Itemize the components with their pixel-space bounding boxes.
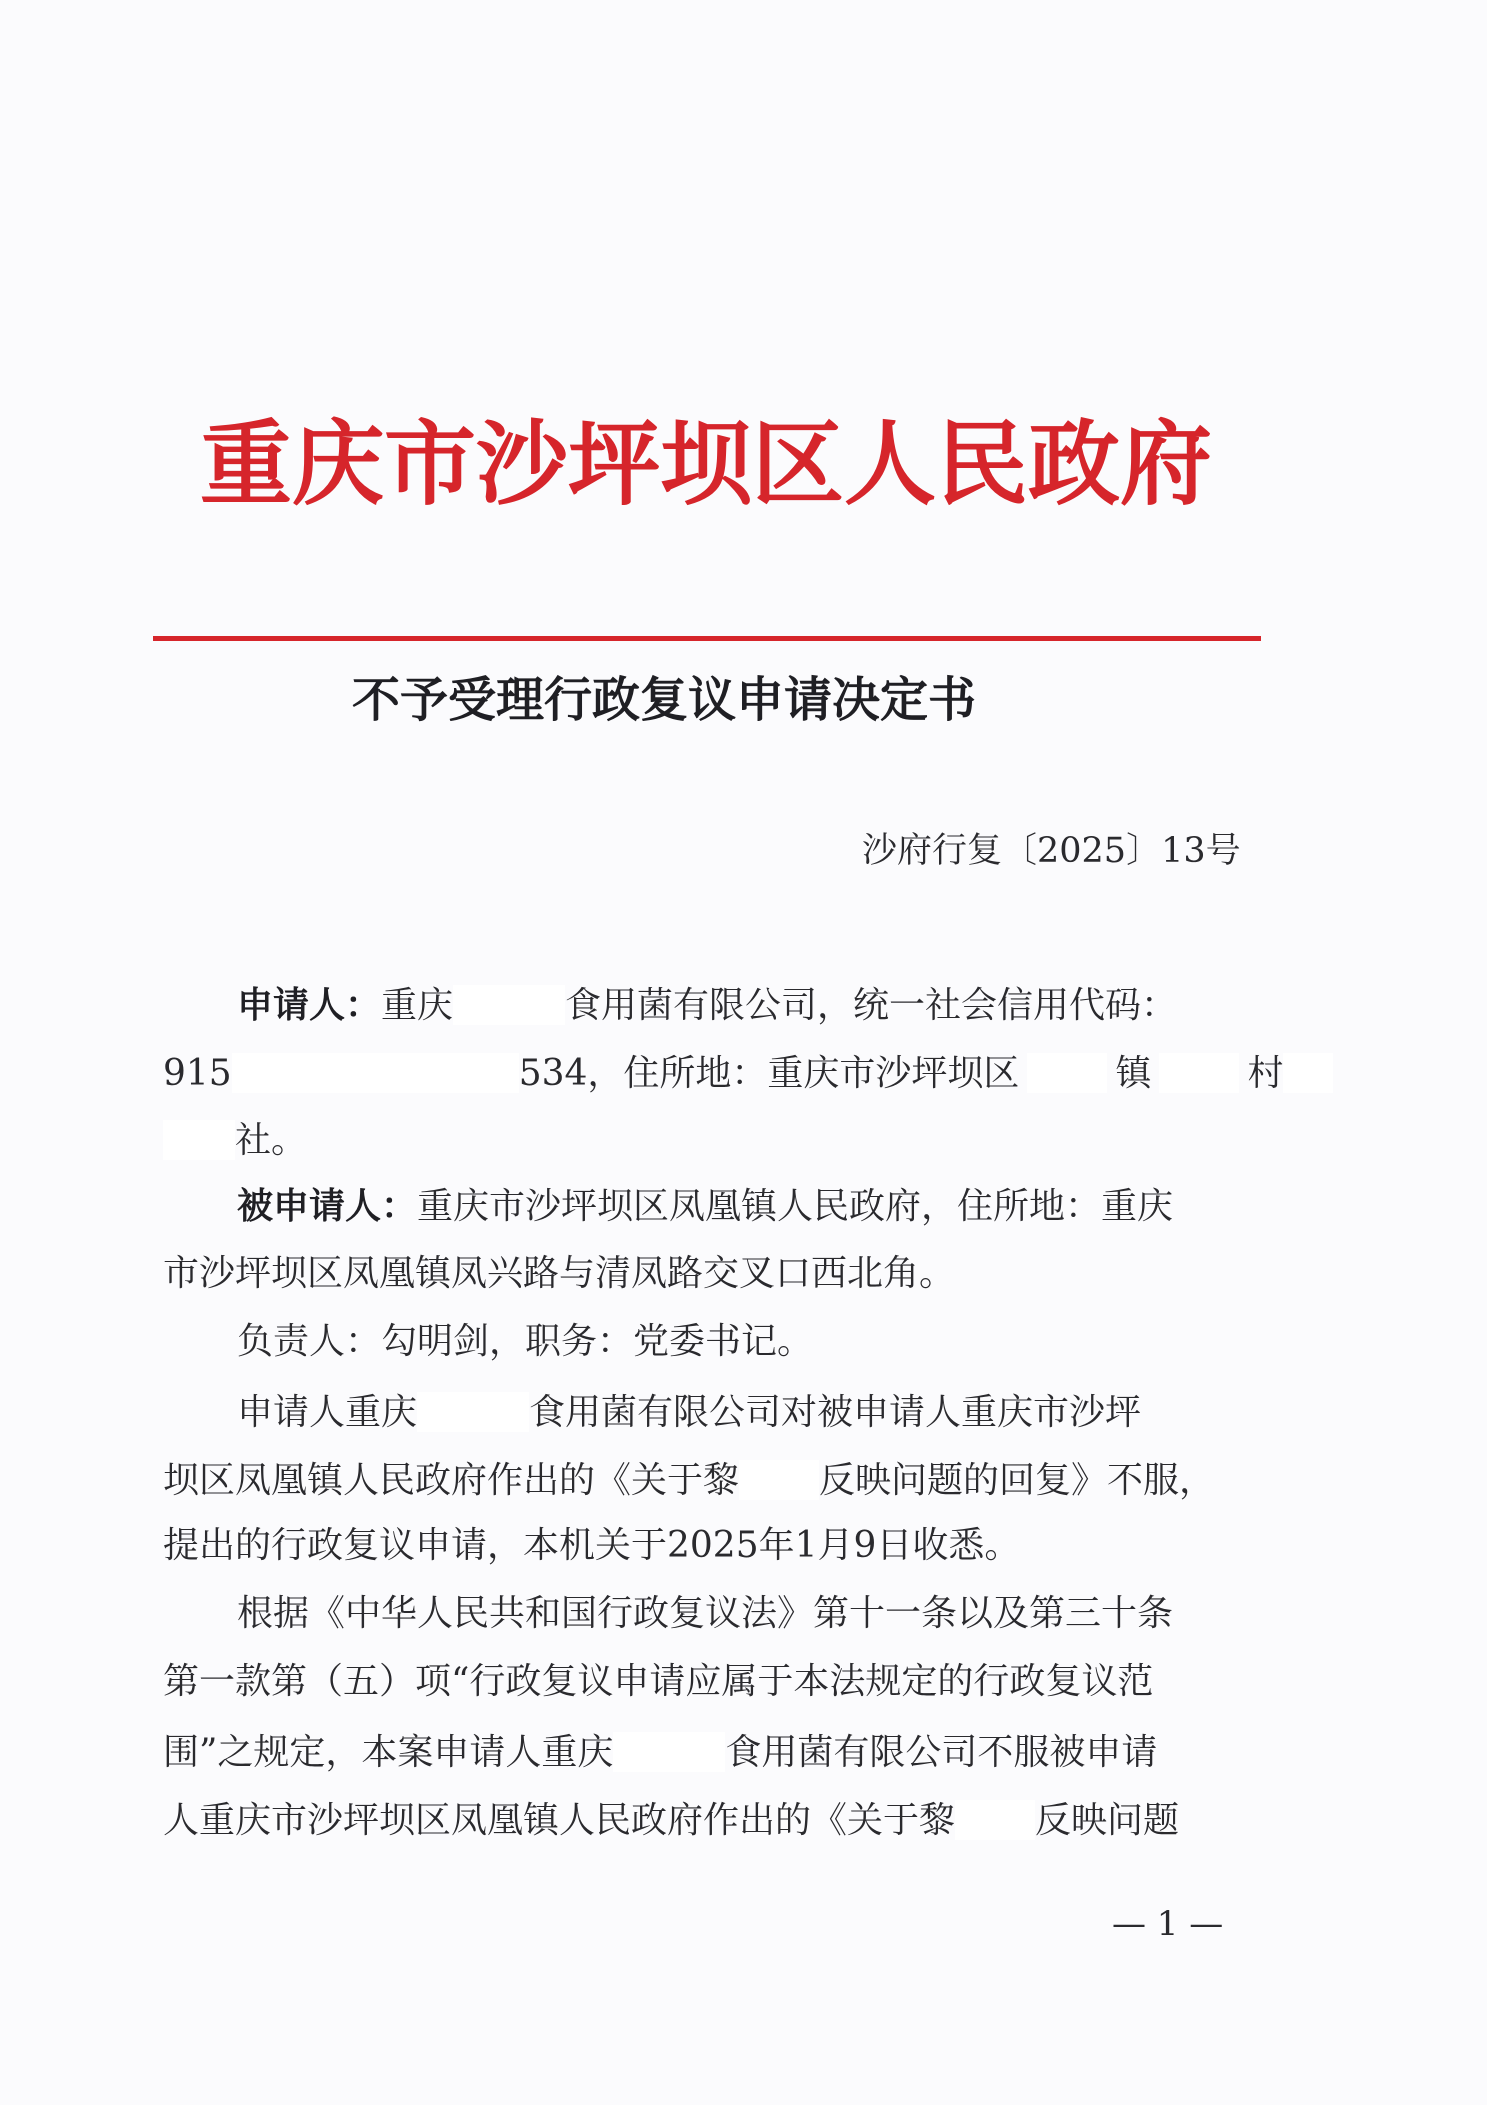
- redaction-block: [163, 1120, 235, 1160]
- respondent-label: 被申请人：: [237, 1185, 418, 1227]
- red-divider: [153, 636, 1261, 641]
- paragraph-2-line-2: 第一款第（五）项“行政复议申请应属于本法规定的行政复议范: [163, 1661, 1154, 1702]
- issuer-header: 重庆市沙坪坝区人民政府: [200, 410, 1213, 518]
- document-title: 不予受理行政复议申请决定书: [352, 672, 977, 728]
- redaction-block: [417, 1392, 529, 1432]
- redaction-block: [232, 1053, 519, 1093]
- redaction-block: [1283, 1053, 1333, 1093]
- applicant-line-1: 申请人：重庆 食用菌有限公司，统一社会信用代码：: [237, 984, 1178, 1026]
- page-number: — 1 —: [1112, 1904, 1224, 1944]
- applicant-line-2: 915 534，住所地：重庆市沙坪坝区 镇 村: [163, 1053, 1333, 1093]
- paragraph-2-line-3: 围”之规定，本案申请人重庆 食用菌有限公司不服被申请: [163, 1732, 1158, 1773]
- redaction-block: [1159, 1053, 1239, 1093]
- applicant-line-3: 社。: [163, 1120, 307, 1160]
- paragraph-2-line-4: 人重庆市沙坪坝区凤凰镇人民政府作出的《关于黎 反映问题: [163, 1800, 1180, 1841]
- respondent-line-2: 市沙坪坝区凤凰镇凤兴路与清凤路交叉口西北角。: [163, 1253, 956, 1294]
- redaction-block: [1027, 1053, 1107, 1093]
- paragraph-1-line-3: 提出的行政复议申请，本机关于2025年1月9日收悉。: [163, 1525, 1021, 1566]
- paragraph-2-line-1: 根据《中华人民共和国行政复议法》第十一条以及第三十条: [237, 1593, 1174, 1634]
- redaction-block: [453, 985, 565, 1025]
- redaction-block: [955, 1800, 1035, 1840]
- redaction-block: [739, 1460, 819, 1500]
- bleed-through-text: [175, 312, 185, 344]
- document-number: 沙府行复〔2025〕13号: [862, 831, 1241, 871]
- paragraph-1-line-1: 申请人重庆 食用菌有限公司对被申请人重庆市沙坪: [237, 1392, 1142, 1433]
- respondent-line-1: 被申请人：重庆市沙坪坝区凤凰镇人民政府，住所地：重庆: [237, 1185, 1174, 1227]
- responsible-person: 负责人：勾明剑，职务：党委书记。: [237, 1321, 814, 1362]
- applicant-label: 申请人：: [237, 984, 382, 1026]
- paragraph-1-line-2: 坝区凤凰镇人民政府作出的《关于黎 反映问题的回复》不服，: [163, 1460, 1216, 1501]
- redaction-block: [613, 1732, 725, 1772]
